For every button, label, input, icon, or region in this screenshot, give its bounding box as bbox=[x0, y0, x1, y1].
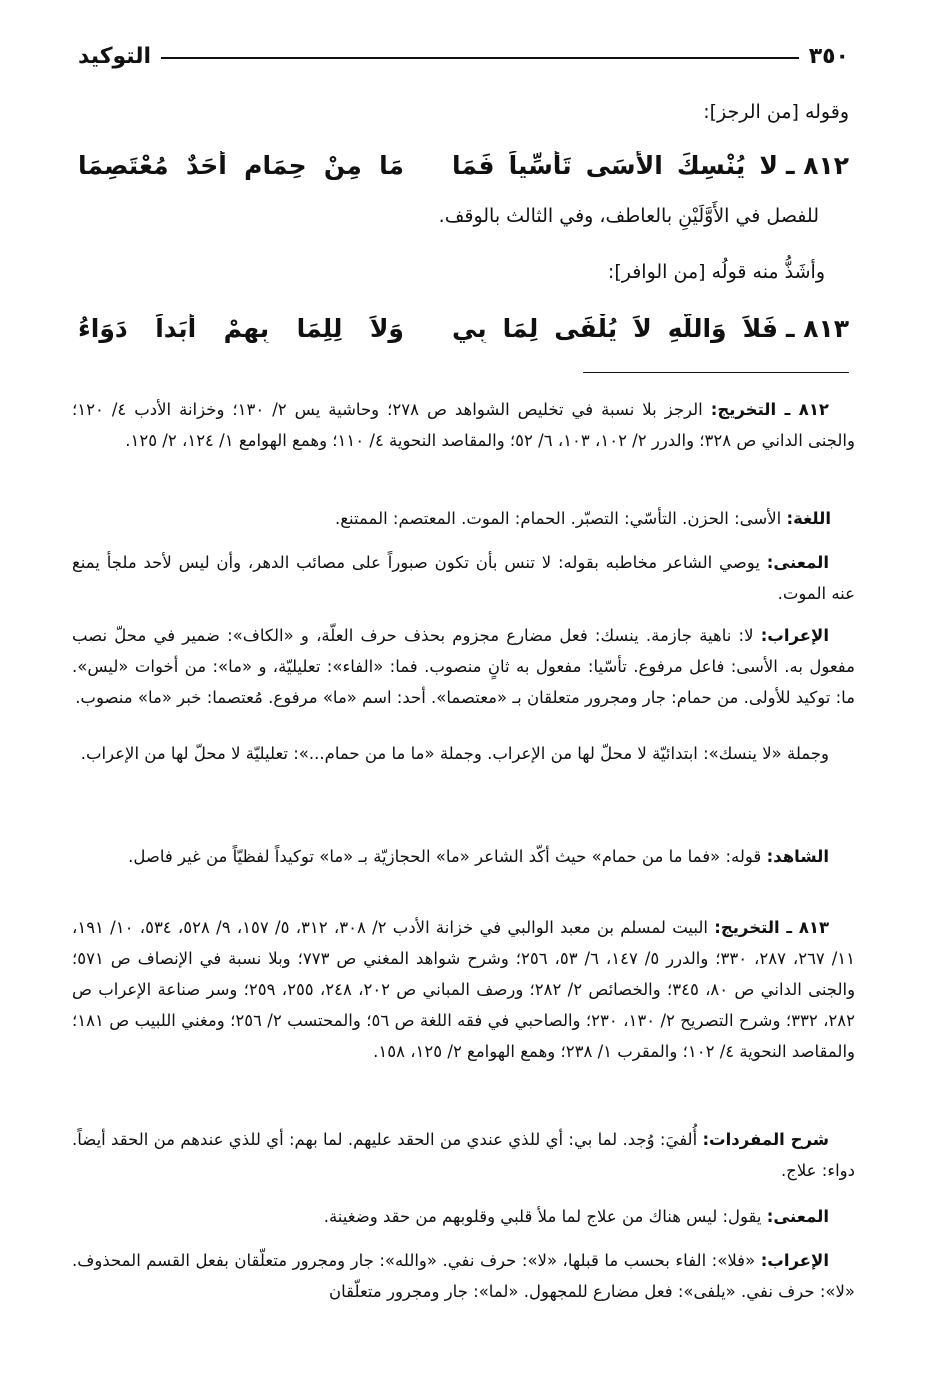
footnote-text: «فلا»: الفاء بحسب ما قبلها، «لا»: حرف نفي. «والله»: جار ومجرور متعلّقان بفعل القسم المحذوف. «لا»: حرف نفي. «يلفى»: فعل مضارع للمجهول. «لما»: جار ومجرور متعلّقان bbox=[72, 1251, 855, 1301]
page-number: ٣٥٠ bbox=[808, 43, 849, 69]
footnote-label: الشاهد: bbox=[766, 847, 829, 866]
verse-hemistich-second: وَلاَ لِلِمَا بِهِمْ أَبَداً دَوَاءُ bbox=[78, 313, 404, 343]
footnote-label: المعنى: bbox=[766, 553, 829, 572]
intro-wafir: وأشَذُّ منه قولُه [من الوافر]: bbox=[607, 261, 825, 283]
paragraph-separation: للفصل في الأَوَّلَيْنِ بالعاطف، وفي الثالث بالوقف. bbox=[438, 205, 819, 227]
footnote-813-takhrij bbox=[72, 912, 855, 1067]
footnote-812-lugha bbox=[72, 503, 831, 534]
footnote-divider bbox=[583, 372, 849, 373]
footnote-text: قوله: «فما ما من حمام» حيث أكّد الشاعر «ما» الحجازيّة بـ «ما» توكيداً لفظيّاً من غير فاصل. bbox=[128, 847, 767, 866]
footnote-label: الإعراب: bbox=[760, 626, 829, 645]
footnote-text: الأسى: الحزن. التأسّي: التصبّر. الحمام: الموت. المعتصم: الممتنع. bbox=[335, 509, 787, 528]
verse-813 bbox=[78, 305, 849, 351]
footnote-text: لا: ناهية جازمة. ينسك: فعل مضارع مجزوم بحذف حرف العلّة، و «الكاف»: ضمير في محلّ نصب مفعول به. الأسى: فاعل مرفوع. تأسّيا: مفعول به ثانٍ منصوب. فما: «الفاء»: تعليليّة، و «ما»: من أخوات «ليس». ما: توكيد للأولى. من حمام: جار ومجرور متعلقان بـ «معتصما». أحد: اسم «ما» مرفوع. مُعتصما: خبر «ما» منصوب. bbox=[72, 626, 855, 707]
footnote-813-mana bbox=[72, 1201, 855, 1232]
verse-hemistich-first: فَلاَ وَاللَّهِ لاَ يُلْفَى لِمَا بِي bbox=[451, 313, 778, 343]
footnote-text: الرجز بلا نسبة في تخليص الشواهد ص ٢٧٨؛ وحاشية يس ٢/ ١٣٠؛ وخزانة الأدب ٤/ ١٢٠؛ والجنى الداني ص ٣٢٨؛ والدرر ٢/ ١٠٢، ١٠٣، ٦/ ٥٢؛ والمقاصد النحوية ٤/ ١١٠؛ وهمع الهوامع ١/ ١٢٤، ٢/ ١٢٥. bbox=[72, 400, 855, 450]
page-header bbox=[78, 38, 849, 74]
footnote-label: شرح المفردات: bbox=[702, 1130, 829, 1149]
verse-number: ٨١٢ ـ bbox=[785, 150, 849, 180]
verse-812 bbox=[78, 142, 849, 188]
footnote-text: البيت لمسلم بن معبد الوالبي في خزانة الأدب ٢/ ٣٠٨، ٣١٢، ٥/ ١٥٧، ٩/ ٥٢٨، ٥٣٤، ١٠/ ١٩١، ١١/ ٢٦٧، ٢٨٧، ٣٣٠؛ والدرر ٥/ ١٤٧، ٦/ ٥٣، ٢٥٦؛ وشرح شواهد المغني ص ٧٧٣؛ وبلا نسبة في الإنصاف ص ٥٧١؛ والجنى الداني ص ٨٠، ٣٤٥؛ والخصائص ٢/ ٢٨٢؛ ورصف المباني ص ٢٠٢، ٢٤٨، ٢٥٥، ٢٥٩؛ وسر صناعة الإعراب ص ٢٨٢، ٣٣٢؛ وشرح التصريح ٢/ ١٣٠، ٢٣٠؛ والصاحبي في فقه اللغة ص ٥٦؛ والمحتسب ٢/ ٢٥٦؛ ومغني اللبيب ص ١٨١؛ والمقاصد النحوية ٤/ ١٠٢؛ والمقرب ١/ ٢٣٨؛ وهمع الهوامع ٢/ ١٢٥، ١٥٨. bbox=[72, 918, 856, 1061]
footnote-label: الإعراب: bbox=[760, 1251, 829, 1270]
footnote-label: اللغة: bbox=[786, 509, 831, 528]
footnote-text: أُلفيَ: وُجد. لما بي: أي للذي عندي من الحقد عليهم. لما بهم: أي للذي عندهم من الحقد أيضاً. دواء: علاج. bbox=[72, 1130, 855, 1180]
verse-hemistich-second: مَا مِنْ حِمَامٍ أَحَدٌ مُعْتَصِمَا bbox=[78, 150, 404, 180]
footnote-812-irab bbox=[72, 620, 855, 713]
footnote-812-jumla bbox=[72, 738, 855, 769]
footnote-label: ٨١٣ ـ التخريج: bbox=[714, 918, 830, 937]
footnote-label: ٨١٢ ـ التخريج: bbox=[710, 400, 829, 419]
footnote-text: يقول: ليس هناك من علاج لما ملأ قلبي وقلوبهم من حقد وضغينة. bbox=[323, 1207, 767, 1226]
footnote-text: وجملة «لا ينسك»: ابتدائيّة لا محلّ لها من الإعراب. وجملة «ما ما من حمام...»: تعليليّة لا محلّ لها من الإعراب. bbox=[80, 744, 829, 763]
verse-number: ٨١٣ ـ bbox=[785, 313, 849, 343]
footnote-812-mana bbox=[72, 547, 855, 609]
verse-hemistich-first: لا يُنْسِكَ الأَسَى تَأَسِّياً فَمَا bbox=[451, 150, 778, 180]
footnote-812-takhrij bbox=[72, 394, 855, 456]
footnote-813-irab bbox=[72, 1245, 855, 1307]
footnote-812-shahid bbox=[72, 841, 855, 872]
intro-rajaz: وقوله [من الرجز]: bbox=[703, 101, 849, 123]
header-rule bbox=[161, 57, 799, 59]
footnote-813-mufradat bbox=[72, 1124, 855, 1186]
footnote-label: المعنى: bbox=[766, 1207, 829, 1226]
running-title: التوكيد bbox=[78, 43, 152, 69]
footnote-text: يوصي الشاعر مخاطبه بقوله: لا تنس بأن تكون صبوراً على مصائب الدهر، وأن ليس لأحد ملجأ يمنع عنه الموت. bbox=[72, 553, 855, 603]
